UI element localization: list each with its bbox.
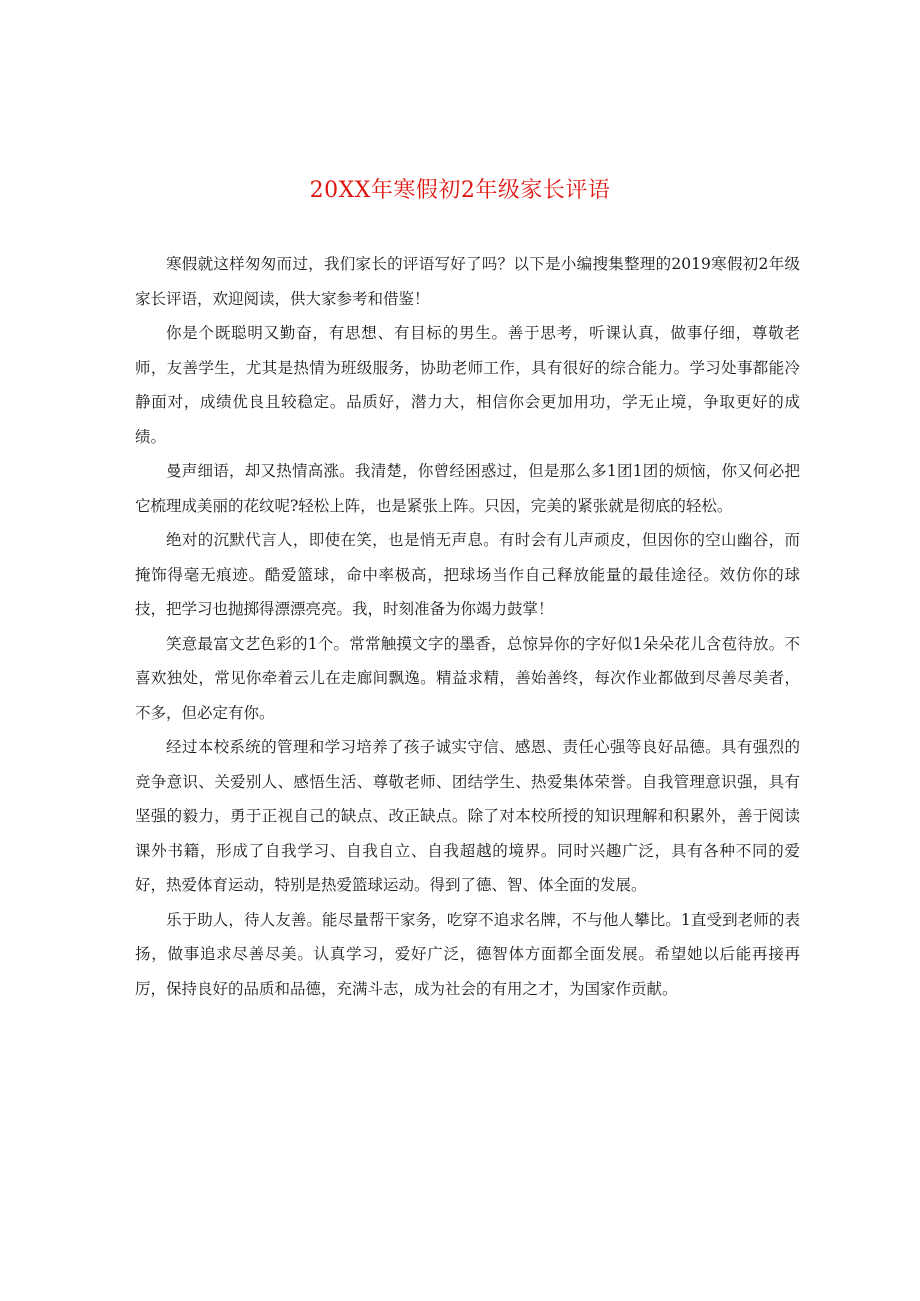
comment-paragraph-6: 乐于助人，待人友善。能尽量帮干家务，吃穿不追求名牌，不与他人攀比。1直受到老师的表扬，做事追求尽善尽美。认真学习，爱好广泛，德智体方面都全面发展。希望她以后能再接再厉，保持良好的品质和品德，充满斗志，成为社会的有用之才，为国家作贡献。 — [135, 910, 800, 998]
comment-paragraph-3: 绝对的沉默代言人，即使在笑，也是悄无声息。有时会有儿声顽皮，但因你的空山幽谷，而掩饰得毫无痕迹。酷爱篮球，命中率极高，把球场当作自己释放能量的最佳途径。效仿你的球技，把学习也抛掷得漂漂亮亮。我，时刻准备为你竭力鼓掌！ — [135, 531, 800, 618]
comment-paragraph-2: 曼声细语，却又热情高涨。我清楚，你曾经困惑过，但是那么多1团1团的烦恼，你又何必把它梳理成美丽的花纹呢?轻松上阵，也是紧张上阵。只因，完美的紧张就是彻底的轻松。 — [135, 462, 800, 515]
intro-paragraph: 寒假就这样匆匆而过，我们家长的评语写好了吗？以下是小编搜集整理的2019寒假初2年级家长评语，欢迎阅读，供大家参考和借鉴！ — [135, 255, 800, 308]
comment-paragraph-5: 经过本校系统的管理和学习培养了孩子诚实守信、感恩、责任心强等良好品德。具有强烈的竞争意识、关爱别人、感悟生活、尊敬老师、团结学生、热爱集体荣誉。自我管理意识强，具有坚强的毅力，勇于正视自己的缺点、改正缺点。除了对本校所授的知识理解和积累外，善于阅读课外书籍，形成了自我学习、自我自立、自我超越的境界。同时兴趣广泛，具有各种不同的爱好，热爱体育运动，特别是热爱篮球运动。得到了德、智、体全面的发展。 — [135, 738, 800, 894]
comment-paragraph-1: 你是个既聪明又勤奋，有思想、有目标的男生。善于思考，听课认真，做事仔细，尊敬老师，友善学生，尤其是热情为班级服务，协助老师工作，具有很好的综合能力。学习处事都能冷静面对，成绩优良且较稳定。品质好，潜力大，相信你会更加用功，学无止境，争取更好的成绩。 — [135, 324, 800, 446]
document-title: 20XX年寒假初2年级家长评语 — [309, 178, 611, 203]
document-body — [135, 247, 800, 1006]
comment-paragraph-4: 笑意最富文艺色彩的1个。常常触摸文字的墨香，总惊异你的字好似1朵朵花儿含苞待放。不喜欢独处，常见你牵着云儿在走廊间飘逸。精益求精，善始善终，每次作业都做到尽善尽美者，不多，但必定有你。 — [135, 634, 800, 722]
